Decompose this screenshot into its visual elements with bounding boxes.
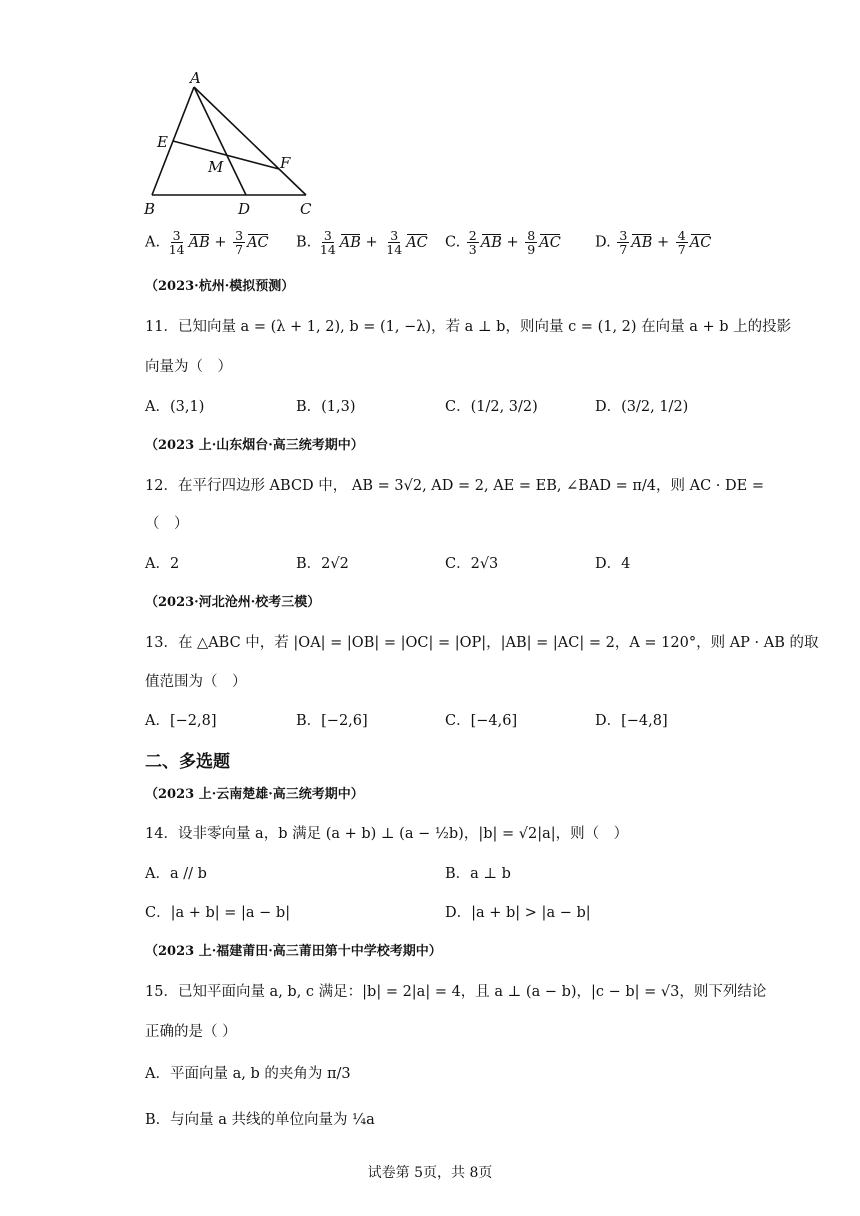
- vector: AB: [480, 234, 502, 251]
- q14-option-b[interactable]: B．a ⊥ b: [445, 866, 511, 882]
- q10-option-d[interactable]: D. $\frac{3}{7}$ AB + $\frac{4}{7}$ AC: [595, 228, 712, 258]
- vector: AC: [406, 234, 428, 251]
- label-M: M: [208, 158, 224, 176]
- vector: AC: [539, 234, 561, 251]
- fraction: $\frac{3}{7}$: [235, 228, 244, 258]
- q14-option-d[interactable]: D．|a + b| > |a − b|: [445, 905, 591, 921]
- fraction: $\frac{2}{3}$: [468, 228, 477, 258]
- q13-stem-line1: 13．在 △ABC 中，若 |OA| = |OB| = |OC| = |OP|，|AB| = |AC| = 2，A = 120°，则 AP · AB 的取: [145, 635, 819, 651]
- vector: AB: [188, 234, 210, 251]
- q11-stem-line1: 11．已知向量 a = (λ + 1, 2), b = (1, −λ)，若 a ⊥ b，则向量 c = (1, 2) 在向量 a + b 上的投影: [145, 319, 792, 335]
- option-letter: D.: [595, 234, 611, 251]
- q15-stem-line1: 15．已知平面向量 a, b, c 满足：|b| = 2|a| = 4，且 a ⊥ (a − b)，|c − b| = √3，则下列结论: [145, 984, 767, 1000]
- section-heading: 二、多选题: [145, 752, 230, 772]
- page-footer: 试卷第 5页，共 8页: [367, 1165, 493, 1181]
- q13-option-b[interactable]: B．[−2,6]: [296, 713, 368, 729]
- q13-source: （2023·河北沧州·校考三模）: [145, 595, 321, 610]
- segment-AD: [194, 87, 246, 195]
- q11-stem-line2: 向量为（ ）: [145, 359, 232, 375]
- q15-option-b[interactable]: B．与向量 a 共线的单位向量为 ¼a: [145, 1112, 375, 1128]
- option-letter: C.: [445, 234, 461, 251]
- q12-source: （2023 上·山东烟台·高三统考期中）: [145, 438, 364, 453]
- label-F: F: [280, 154, 291, 172]
- vector: AC: [247, 234, 269, 251]
- triangle-figure: [130, 62, 330, 222]
- fraction: $\frac{4}{7}$: [677, 228, 686, 258]
- q14-stem-line1: 14．设非零向量 a，b 满足 (a + b) ⊥ (a − ½b)，|b| = √2|a|，则（ ）: [145, 826, 629, 842]
- q11-source: （2023·杭州·模拟预测）: [145, 279, 295, 294]
- segment-EF: [173, 141, 279, 169]
- vector: AB: [631, 234, 653, 251]
- q13-stem-line2: 值范围为（ ）: [145, 674, 247, 690]
- q11-option-d[interactable]: D．(3/2, 1/2): [595, 399, 689, 415]
- q11-option-a[interactable]: A．(3,1): [145, 399, 205, 415]
- q12-option-a[interactable]: A．2: [145, 556, 180, 572]
- fraction: $\frac{3}{14}$: [386, 228, 403, 258]
- edge-AC: [194, 87, 306, 195]
- q14-option-a[interactable]: A．a // b: [145, 866, 207, 882]
- fraction: $\frac{3}{14}$: [319, 228, 336, 258]
- q12-stem-line2: （ ）: [145, 516, 189, 532]
- q12-option-d[interactable]: D．4: [595, 556, 631, 572]
- label-A: A: [190, 69, 201, 87]
- label-E: E: [157, 133, 168, 151]
- q10-option-c[interactable]: C. $\frac{2}{3}$ AB + $\frac{8}{9}$ AC: [445, 228, 561, 258]
- fraction: $\frac{3}{14}$: [168, 228, 185, 258]
- q15-source: （2023 上·福建莆田·高三莆田第十中学校考期中）: [145, 944, 442, 959]
- fraction: $\frac{8}{9}$: [527, 228, 536, 258]
- option-letter: A.: [145, 234, 161, 251]
- option-letter: B.: [296, 234, 312, 251]
- q15-stem-line2: 正确的是（ ）: [145, 1024, 237, 1040]
- fraction: $\frac{3}{7}$: [619, 228, 628, 258]
- q12-option-b[interactable]: B．2√2: [296, 556, 349, 572]
- q10-option-a[interactable]: A. $\frac{3}{14}$ AB + $\frac{3}{7}$ AC: [145, 228, 269, 258]
- q11-option-b[interactable]: B．(1,3): [296, 399, 356, 415]
- q15-option-a[interactable]: A．平面向量 a, b 的夹角为 π/3: [145, 1066, 351, 1082]
- label-C: C: [300, 200, 312, 218]
- q14-option-c[interactable]: C．|a + b| = |a − b|: [145, 905, 291, 921]
- q12-stem-line1: 12．在平行四边形 ABCD 中， AB = 3√2, AD = 2, AE = EB, ∠BAD = π/4，则 AC · DE =: [145, 478, 764, 494]
- q12-option-c[interactable]: C．2√3: [445, 556, 499, 572]
- q13-option-a[interactable]: A．[−2,8]: [145, 713, 217, 729]
- q13-option-d[interactable]: D．[−4,8]: [595, 713, 668, 729]
- q13-option-c[interactable]: C．[−4,6]: [445, 713, 518, 729]
- label-B: B: [144, 200, 156, 218]
- label-D: D: [238, 200, 251, 218]
- vector: AB: [339, 234, 361, 251]
- q14-source: （2023 上·云南楚雄·高三统考期中）: [145, 787, 364, 802]
- q10-option-b[interactable]: B. $\frac{3}{14}$ AB + $\frac{3}{14}$ AC: [296, 228, 428, 258]
- vector: AC: [689, 234, 712, 251]
- q11-option-c[interactable]: C．(1/2, 3/2): [445, 399, 538, 415]
